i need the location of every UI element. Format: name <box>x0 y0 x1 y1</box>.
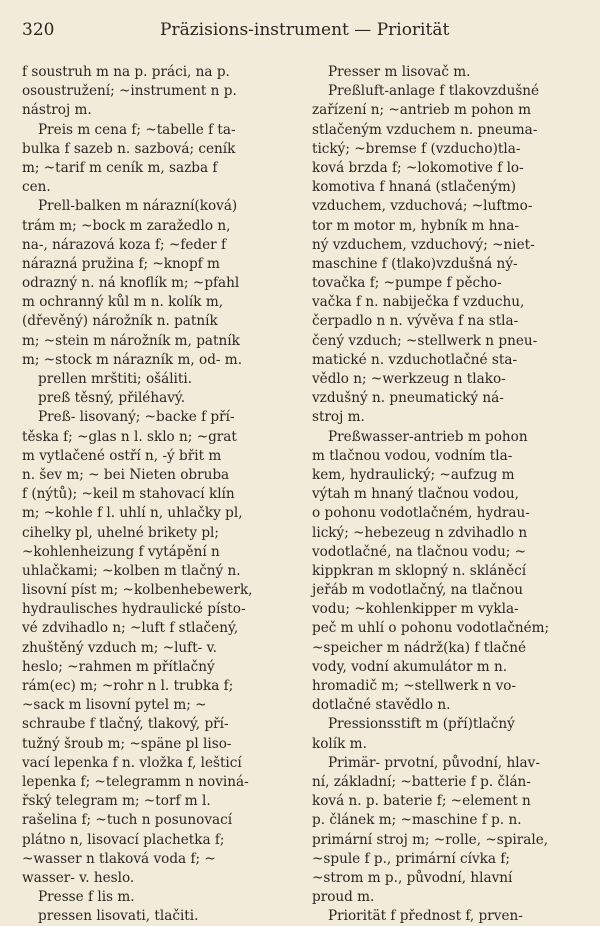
dictionary-line: ~strom m p., původní, hlavní <box>312 869 513 886</box>
dictionary-line: hydraulisches hydraulické písto- <box>22 601 246 618</box>
dictionary-line: stlačeným vzduchem n. pneuma- <box>312 121 538 138</box>
dictionary-line: ~kohlenheizung f vytápění n <box>22 543 220 560</box>
dictionary-line: zhuštěný vzduch m; ~luft- v. <box>22 639 217 656</box>
dictionary-line: wasser- v. heslo. <box>22 869 135 886</box>
dictionary-line: m; ~stein m nárožník m, patník <box>22 332 240 349</box>
dictionary-line: těska f; ~glas n l. sklo n; ~grat <box>22 428 237 445</box>
dictionary-line: kolík m. <box>312 735 367 752</box>
dictionary-line: ~sack m lisovní pytel m; ~ <box>22 697 207 714</box>
dictionary-line: lepenka f; ~telegramm n noviná- <box>22 773 249 790</box>
dictionary-line: vzdušný n. pneumatický ná- <box>312 390 504 407</box>
dictionary-line: prellen mrštiti; ošáliti. <box>38 371 193 387</box>
dictionary-line: kem, hydraulický; ~aufzug m <box>312 466 515 483</box>
dictionary-line: na-, nárazová koza f; ~feder f <box>22 236 227 253</box>
dictionary-line: cen. <box>22 179 51 196</box>
dictionary-line: plátno n, lisovací plachetka f; <box>22 831 225 848</box>
dictionary-line: bulka f sazeb n. sazbová; ceník <box>22 140 236 157</box>
page-number: 320 <box>22 20 55 40</box>
dictionary-line: vé zdvihadlo n; ~luft f stlačený, <box>22 620 239 637</box>
dictionary-line: Pressionsstift m (pří)tlačný <box>328 716 515 733</box>
dictionary-line: ~speicher m nádrž(ka) f tlačné <box>312 639 527 656</box>
right-column <box>312 63 578 926</box>
dictionary-line: Presse f lis m. <box>38 889 135 906</box>
page-header <box>22 20 582 44</box>
dictionary-line: osoustružení; ~instrument n p. <box>22 83 237 100</box>
dictionary-line: o pohonu vodotlačném, hydrau- <box>312 505 530 522</box>
dictionary-line: řský telegram m; ~torf m l. <box>22 793 211 810</box>
dictionary-line: vzduchem, vzduchová; ~luftmo- <box>312 198 533 215</box>
dictionary-line: m; ~stock m nárazník m, od- m. <box>22 351 243 368</box>
dictionary-line: f (nýtů); ~keil m stahovací klín <box>22 486 235 503</box>
dictionary-line: vací lepenka f n. vložka f, lešticí <box>22 754 242 771</box>
dictionary-line: Preßwasser-antrieb m pohon <box>328 428 528 445</box>
dictionary-line: nástroj m. <box>22 102 92 119</box>
dictionary-line: jeřáb m vodotlačný, na tlačnou <box>312 582 524 599</box>
dictionary-line: stroj m. <box>312 409 365 426</box>
dictionary-line: ~wasser n tlaková voda f; ~ <box>22 850 216 867</box>
dictionary-line: Primär- prvotní, původní, hlav- <box>328 754 540 771</box>
dictionary-line: m; ~tarif m ceník m, sazba f <box>22 159 218 176</box>
dictionary-line: kippkran m sklopný n. skláněcí <box>312 562 527 579</box>
dictionary-line: ková brzda f; ~lokomotive f lo- <box>312 159 524 176</box>
dictionary-line: m ochranný kůl m n. kolík m, <box>22 294 224 311</box>
left-column <box>22 63 288 926</box>
dictionary-line: vodotlačné, na tlačnou vodu; ~ <box>312 543 527 560</box>
dictionary-line: cihelky pl, uhelné brikety pl; <box>22 524 219 541</box>
dictionary-line: nárazná pružina f; ~knopf m <box>22 255 220 272</box>
dictionary-line: tor m motor m, hybník m hna- <box>312 217 519 234</box>
running-head: Präzisions-instrument — Priorität <box>160 20 450 40</box>
dictionary-line: peč m uhlí o pohonu vodotlačném; <box>312 620 550 637</box>
dictionary-line: trám m; ~bock m zaražedlo n, <box>22 217 231 234</box>
dictionary-line: vačka f n. nabiječka f vzduchu, <box>312 294 525 311</box>
dictionary-line: Preß- lisovaný; ~backe f pří- <box>38 409 235 426</box>
dictionary-line: schraube f tlačný, tlakový, pří- <box>22 716 229 733</box>
dictionary-line: ní, základní; ~batterie f p. člán- <box>312 773 531 790</box>
dictionary-line: m vytlačené ostří n, -ý břit m <box>22 447 222 464</box>
dictionary-line: primární stroj m; ~rolle, ~spirale, <box>312 831 549 848</box>
dictionary-line: vody, vodní akumulátor m n. <box>312 658 508 675</box>
dictionary-line: ~spule f p., primární cívka f; <box>312 850 510 867</box>
dictionary-line: komotiva f hnaná (stlačeným) <box>312 179 517 196</box>
dictionary-line: tužný šroub m; ~späne pl liso- <box>22 735 232 752</box>
dictionary-line: Presser m lisovač m. <box>328 64 471 80</box>
dictionary-line: výtah m hnaný tlačnou vodou, <box>312 486 519 503</box>
dictionary-line: čerpadlo n n. vývěva f na stla- <box>312 313 519 330</box>
dictionary-line: vědlo n; ~werkzeug n tlako- <box>312 371 506 387</box>
dictionary-line: f soustruh m na p. práci, na p. <box>22 64 230 80</box>
dictionary-line: uhlačkami; ~kolben m tlačný n. <box>22 562 241 579</box>
dictionary-line: m tlačnou vodou, vodním tla- <box>312 447 513 464</box>
dictionary-line: n. šev m; ~ bei Nieten obruba <box>22 466 230 483</box>
dictionary-line: čený vzduch; ~stellwerk n pneu- <box>312 332 538 349</box>
dictionary-line: heslo; ~rahmen m přítlačný <box>22 658 215 675</box>
dictionary-line: Preis m cena f; ~tabelle f ta- <box>38 121 236 138</box>
dictionary-line: Priorität f přednost f, prven- <box>328 908 523 925</box>
dictionary-line: tický; ~bremse f (vzducho)tla- <box>312 140 521 157</box>
dictionary-line: pressen lisovati, tlačiti. <box>38 908 199 925</box>
dictionary-line: hromadič m; ~stellwerk n vo- <box>312 678 517 694</box>
dictionary-line: lisovní píst m; ~kolbenhebewerk, <box>22 582 253 599</box>
dictionary-line: tovačka f; ~pumpe f pěcho- <box>312 275 502 292</box>
dictionary-line: p. článek m; ~maschine f p. n. <box>312 812 522 829</box>
dictionary-line: (dřevěný) nárožník n. patník <box>22 313 218 330</box>
dictionary-line: lický; ~hebezeug n zdvihadlo n <box>312 524 528 541</box>
dictionary-line: maschine f (tlako)vzdušná ný- <box>312 255 518 272</box>
dictionary-line: preß těsný, přiléhavý. <box>38 390 186 407</box>
dictionary-line: ný vzduchem, vzduchový; ~niet- <box>312 236 535 253</box>
dictionary-line: m; ~kohle f l. uhlí n, uhlačky pl, <box>22 505 243 522</box>
dictionary-line: vodu; ~kohlenkipper m vykla- <box>312 601 519 618</box>
dictionary-line: odrazný n. ná knoflík m; ~pfahl <box>22 275 240 292</box>
dictionary-line: matické n. vzduchotlačné sta- <box>312 351 518 368</box>
dictionary-line: dotlačné stavědlo n. <box>312 697 451 714</box>
dictionary-line: rašelina f; ~tuch n posunovací <box>22 812 233 829</box>
dictionary-line: zařízení n; ~antrieb m pohon m <box>312 102 532 119</box>
dictionary-line: proud m. <box>312 889 375 906</box>
dictionary-line: Prell-balken m nárazní(ková) <box>38 198 238 215</box>
dictionary-line: ková n. p. baterie f; ~element n <box>312 793 531 810</box>
dictionary-line: Preßluft-anlage f tlakovzdušné <box>328 83 540 100</box>
dictionary-line: rám(ec) m; ~rohr n l. trubka f; <box>22 678 234 694</box>
